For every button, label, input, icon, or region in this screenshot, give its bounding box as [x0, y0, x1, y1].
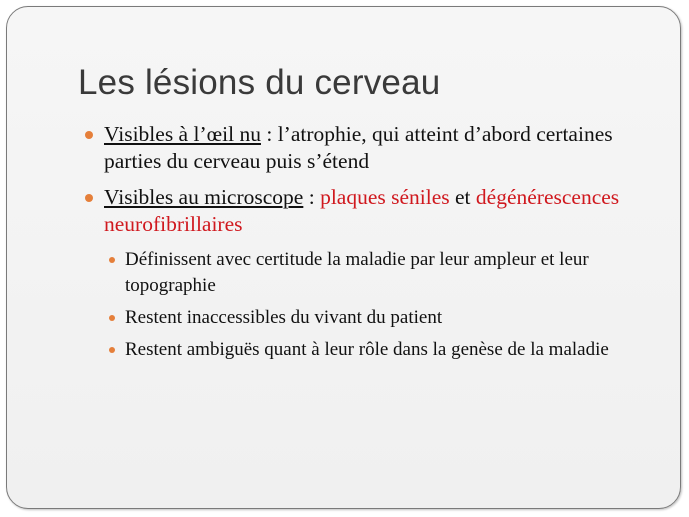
bullet-dot-icon — [85, 131, 93, 139]
sub-bullet-item — [105, 247, 665, 299]
bullet-dot-icon — [85, 194, 93, 202]
bullet-item-visible-microscope — [85, 184, 665, 238]
slide-content — [85, 121, 665, 369]
sub-bullet-item — [105, 305, 665, 331]
sub-bullet-dot-icon — [109, 315, 115, 321]
sub-bullet-text: Restent inaccessibles du vivant du patient — [125, 307, 443, 328]
bullet-text: : l’atrophie, qui atteint d’abord certaines parties du cerveau puis s’étend — [104, 122, 613, 173]
slide-title: Les lésions du cerveau — [78, 63, 441, 102]
sub-bullet-dot-icon — [109, 347, 115, 353]
bullet-text: : — [303, 185, 321, 209]
bullet-term: Visibles au microscope — [104, 185, 304, 209]
bullet-text: et — [449, 185, 476, 209]
slide-frame — [6, 6, 681, 509]
highlight-plaques: plaques séniles — [320, 185, 450, 209]
sub-bullet-item — [105, 337, 665, 363]
sub-bullet-text: Restent ambiguës quant à leur rôle dans la genèse de la maladie — [125, 339, 609, 360]
sub-bullet-text: Définissent avec certitude la maladie par leur ampleur et leur topographie — [125, 249, 589, 296]
bullet-term: Visibles à l’œil nu — [104, 122, 261, 146]
bullet-item-visible-naked-eye — [85, 121, 665, 175]
sub-bullet-dot-icon — [109, 257, 115, 263]
highlight-degenerescences: dégénérescences neurofibrillaires — [104, 185, 620, 236]
